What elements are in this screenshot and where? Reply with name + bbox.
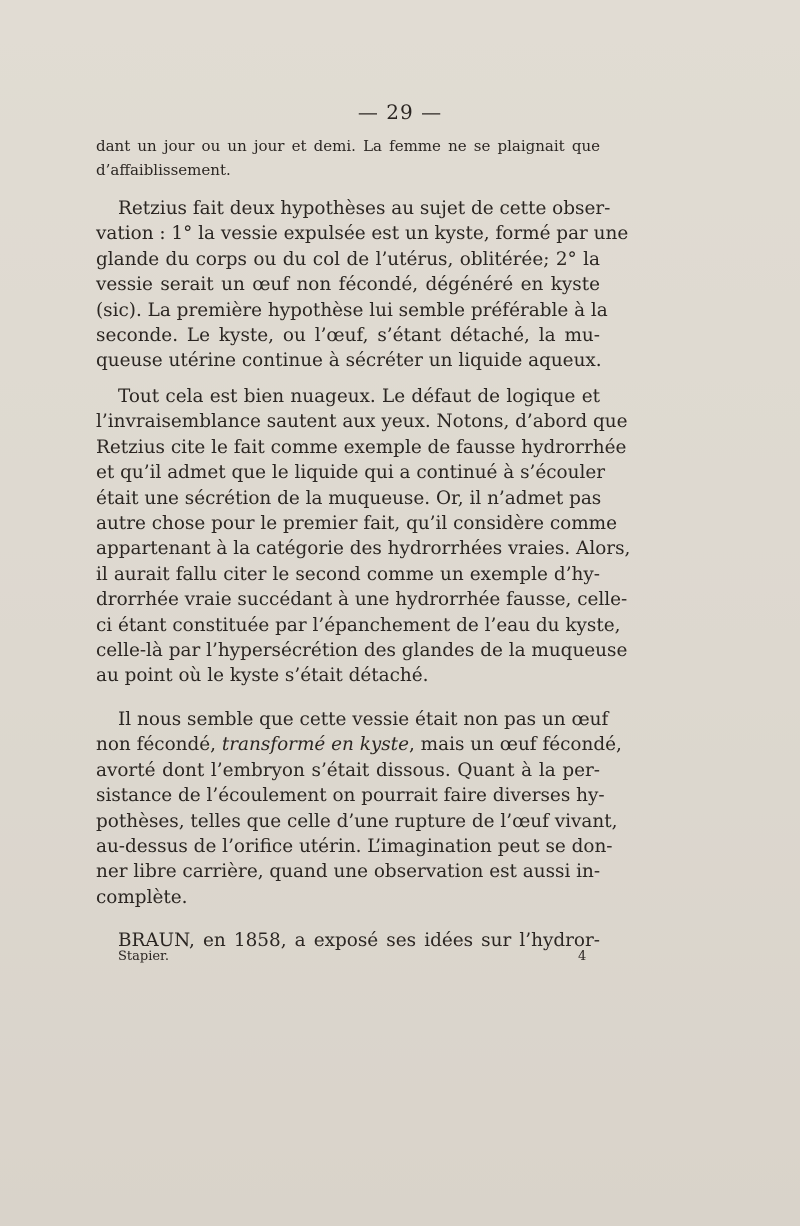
italic-phrase: transformé en kyste xyxy=(221,734,409,756)
text-line: avorté dont l’embryon s’était dissous. Quant à la per- xyxy=(96,759,600,781)
text-line: l’invraisemblance sautent aux yeux. Notons, d’abord que xyxy=(96,411,628,433)
text-line: Il nous semble que cette vessie était non pas un œuf xyxy=(118,709,609,730)
page-number: — 29 — xyxy=(357,100,443,124)
text-line: Retzius cite le fait comme exemple de fausse hydrorrhée xyxy=(96,436,627,458)
text-line: vation : 1° la vessie expulsée est un kyste, formé par une xyxy=(96,223,629,245)
text-line: BRAUN, en 1858, a exposé ses idées sur l’hydror- xyxy=(118,930,600,951)
text-line: il aurait fallu citer le second comme un exemple d’hy- xyxy=(96,563,600,585)
text-line: appartenant à la catégorie des hydrorrhées vraies. Alors, xyxy=(96,538,631,560)
text-line: complète. xyxy=(96,886,188,908)
text-line: glande du corps ou du col de l’utérus, oblitérée; 2° la xyxy=(96,248,600,270)
text-fragment: , mais un œuf fécondé, xyxy=(408,734,622,756)
paragraph-author-opinion xyxy=(96,707,622,910)
text-fragment: non fécondé, xyxy=(96,734,222,756)
text-line: Tout cela est bien nuageux. Le défaut de logique et xyxy=(118,386,600,407)
sheet-number: 4 xyxy=(578,949,587,964)
text-line: était une sécrétion de la muqueuse. Or, il n’admet pas xyxy=(96,487,602,509)
printer-signature: Stapier. xyxy=(118,949,169,964)
text-line: pothèses, telles que celle d’une rupture de l’œuf vivant, xyxy=(96,810,618,832)
text-line: queuse utérine continue à sécréter un liquide aqueux. xyxy=(96,350,602,372)
text-line: autre chose pour le premier fait, qu’il considère comme xyxy=(96,513,617,535)
text-line: sistance de l’écoulement on pourrait faire diverses hy- xyxy=(96,785,605,807)
text-line: seconde. Le kyste, ou l’œuf, s’étant détaché, la mu- xyxy=(96,325,600,347)
text-line: celle-là par l’hypersécrétion des glandes de la muqueuse xyxy=(96,640,628,662)
text-line: au point où le kyste s’était détaché. xyxy=(96,665,429,687)
paragraph-retzius-hypotheses xyxy=(96,196,629,374)
text-line: dant un jour ou un jour et demi. La femme ne se plaignait que xyxy=(96,137,600,155)
intro-paragraph xyxy=(96,134,600,182)
text-line: (sic). La première hypothèse lui semble préférable à la xyxy=(96,299,608,321)
text-line: drorrhée vraie succédant à une hydrorrhée fausse, celle- xyxy=(96,589,628,611)
text-line: ner libre carrière, quand une observation est aussi in- xyxy=(96,861,601,883)
text-line: ci étant constituée par l’épanchement de l’eau du kyste, xyxy=(96,614,621,636)
text-line: vessie serait un œuf non fécondé, dégénéré en kyste xyxy=(96,274,600,296)
text-line: et qu’il admet que le liquide qui a continué à s’écouler xyxy=(96,462,606,484)
paragraph-critique xyxy=(96,384,631,689)
text-line: au-dessus de l’orifice utérin. L’imagination peut se don- xyxy=(96,836,613,858)
paragraph-braun xyxy=(96,928,600,953)
text-line xyxy=(96,732,622,757)
text-line: d’affaiblissement. xyxy=(96,161,231,179)
text-line: Retzius fait deux hypothèses au sujet de cette obser- xyxy=(118,198,611,219)
